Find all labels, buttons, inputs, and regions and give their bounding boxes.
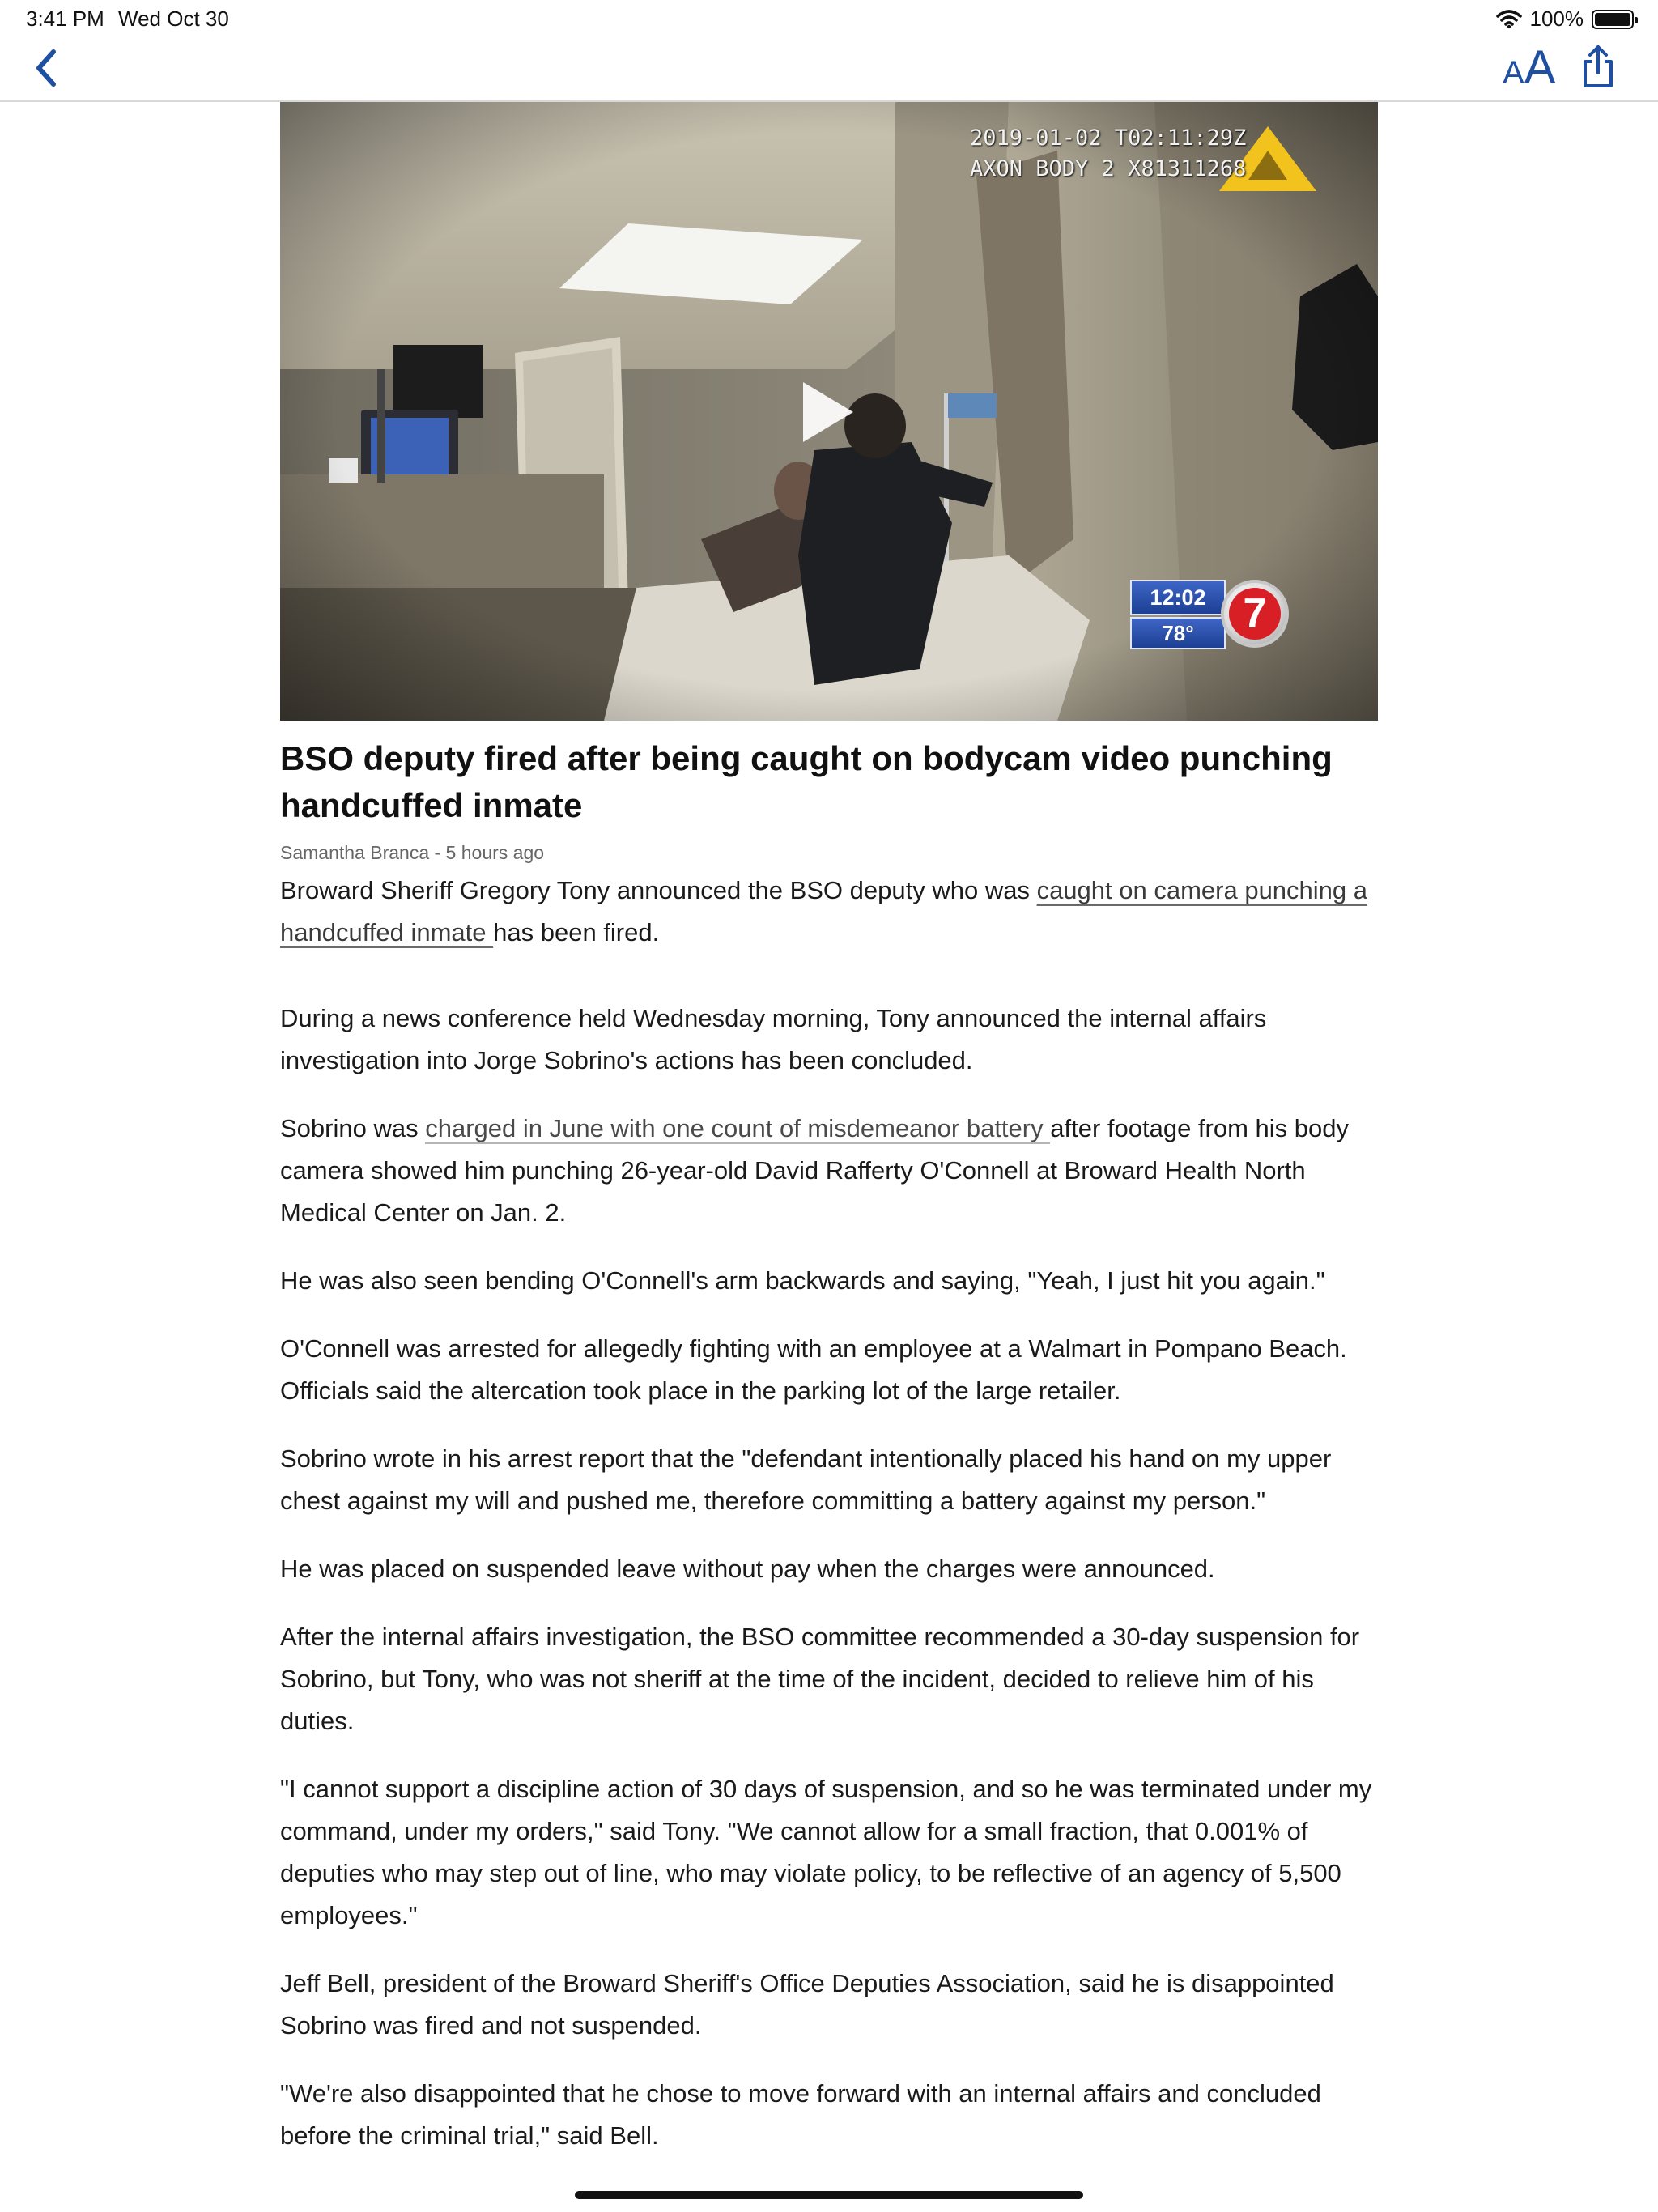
badge-time: 12:02 — [1130, 580, 1226, 615]
status-time: 3:41 PM — [26, 6, 104, 31]
status-indicators — [1496, 6, 1635, 32]
battery-icon — [1592, 10, 1634, 29]
status-date: Wed Oct 30 — [118, 6, 229, 31]
back-button[interactable] — [29, 45, 65, 91]
article-paragraph: During a news conference held Wednesday morning, Tony announced the internal affairs investigation into Jorge Sobrino's actions has been concluded. — [280, 1004, 1267, 1074]
share-icon — [1580, 42, 1616, 91]
channel-logo — [1221, 580, 1289, 648]
wifi-icon — [1496, 10, 1522, 29]
share-button[interactable] — [1580, 42, 1616, 91]
lead-text-before: Broward Sheriff Gregory Tony announced the BSO deputy who was — [280, 876, 1037, 904]
text-size-small-letter: A — [1503, 55, 1524, 91]
news-badge — [1130, 580, 1284, 654]
status-bar — [0, 0, 1658, 37]
text-size-button[interactable] — [1503, 40, 1555, 95]
battery-percent: 100% — [1529, 6, 1584, 31]
timestamp-line-1: 2019-01-02 T02:11:29Z — [970, 125, 1247, 151]
text-size-big-letter: A — [1524, 41, 1556, 94]
article-paragraph: "We're also disappointed that he chose to move forward with an internal affairs and concluded before the criminal trial," said Bell. — [280, 2079, 1321, 2150]
article-paragraph: Jeff Bell, president of the Broward Sheriff's Office Deputies Association, said he is disappointed Sobrino was fired and not suspended. — [280, 1969, 1334, 2040]
article-paragraph — [280, 1108, 1381, 1234]
article-lead — [280, 870, 1381, 954]
article-paragraph: After the internal affairs investigation, the BSO committee recommended a 30-day suspension for Sobrino, but Tony, who was not sheriff at the time of the incident, decided to relieve him of his duties. — [280, 1623, 1360, 1735]
article-paragraph: He was placed on suspended leave without pay when the charges were announced. — [280, 1555, 1215, 1583]
article-headline: BSO deputy fired after being caught on bodycam video punching handcuffed inmate — [280, 739, 1333, 824]
video-player[interactable] — [280, 102, 1378, 721]
lead-text-after: has been fired. — [493, 918, 660, 946]
article-paragraph: Sobrino wrote in his arrest report that the "defendant intentionally placed his hand on my upper chest against my will and pushed me, therefore committing a battery against my person." — [280, 1444, 1332, 1515]
nav-bar — [0, 37, 1658, 102]
badge-temperature: 78° — [1130, 617, 1226, 649]
video-timestamp — [970, 123, 1246, 185]
channel-logo-number: 7 — [1229, 588, 1281, 640]
timestamp-line-2: AXON BODY 2 X81311268 — [970, 156, 1247, 181]
p2-text-before: Sobrino was — [280, 1114, 426, 1142]
home-indicator[interactable] — [575, 2191, 1083, 2199]
chevron-left-icon — [29, 45, 65, 91]
p2-text-after: after footage from his body camera showed him punching 26-year-old David Rafferty O'Connell at Broward Health North Medical Center on Jan. 2. — [280, 1114, 1349, 1227]
charged-link[interactable]: charged in June with one count of misdemeanor battery — [425, 1114, 1051, 1142]
article — [280, 729, 1381, 2157]
article-byline: Samantha Branca - 5 hours ago — [280, 842, 545, 863]
article-paragraph: He was also seen bending O'Connell's arm backwards and saying, "Yeah, I just hit you again." — [280, 1266, 1325, 1295]
lead-link[interactable]: caught on camera punching a handcuffed inmate — [280, 876, 1368, 946]
article-paragraph: "I cannot support a discipline action of 30 days of suspension, and so he was terminated under my command, under my orders," said Tony. "We cannot allow for a small fraction, that 0.001% of deputies who may step out of line, who may violate policy, to be reflective of an agency of 5,500 employees." — [280, 1775, 1372, 1929]
article-paragraph: O'Connell was arrested for allegedly fighting with an employee at a Walmart in Pompano Beach. Officials said the altercation took place in the parking lot of the large retailer. — [280, 1334, 1347, 1405]
